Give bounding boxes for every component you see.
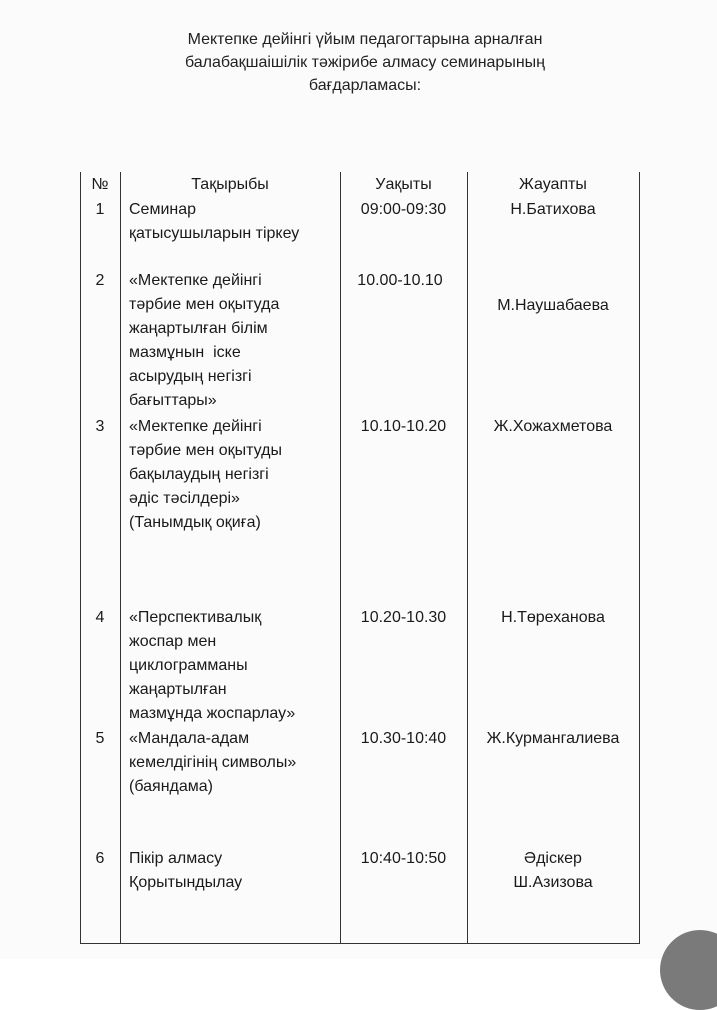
row-3-topic-line: әдіс тәсілдері» (129, 490, 240, 507)
row-4-topic-line: мазмұнда жоспарлау» (129, 705, 296, 722)
row-5-topic-line: (баяндама) (129, 778, 213, 795)
row-6-responsible (467, 847, 639, 895)
row-1-num: 1 (95, 201, 105, 218)
row-3-topic-line: тәрбие мен оқытуды (129, 442, 282, 459)
title-line-1: Мектепке дейінгі үйым педагогтарына арналған (187, 31, 543, 48)
row-4-responsible-line: Н.Төреханова (501, 609, 605, 626)
row-4-topic-line: жаңартылған (129, 681, 227, 698)
row-5-topic-line: «Мандала-адам (129, 730, 250, 747)
row-3-topic-line: бақылаудың негізгі (129, 466, 269, 483)
row-6-num: 6 (95, 850, 105, 867)
title-line-2: балабақшаішілік тәжірибе алмасу семинарының (184, 54, 545, 71)
row-3-time: 10.10-10.20 (360, 418, 447, 435)
table-divider-num (120, 172, 121, 944)
row-6-topic-line: Қорытындылау (129, 874, 243, 891)
row-2-topic-line: бағыттары» (129, 392, 217, 409)
header-num: № (91, 176, 109, 193)
row-2-topic-line: асырудың негізгі (129, 368, 252, 385)
header-responsible: Жауапты (519, 176, 587, 193)
row-1-time: 09:00-09:30 (360, 201, 447, 218)
row-5-responsible (467, 727, 639, 751)
row-3-responsible-line: Ж.Хожахметова (493, 418, 613, 435)
row-2-topic (129, 269, 279, 413)
row-3-topic-line: «Мектепке дейінгі (129, 418, 262, 435)
row-3-topic (129, 415, 282, 535)
row-1-topic-line: Семинар (129, 201, 197, 218)
table-border-right (639, 172, 640, 944)
row-4-responsible (467, 606, 639, 630)
row-4-time: 10.20-10.30 (360, 609, 447, 626)
row-1-responsible-line: Н.Батихова (510, 201, 596, 218)
row-2-time: 10.00-10.10 (357, 272, 443, 289)
row-5-num: 5 (95, 730, 105, 747)
row-5-topic-line: кемелдігінің символы» (129, 754, 297, 771)
row-4-topic (129, 606, 295, 726)
row-5-time: 10.30-10:40 (360, 730, 447, 747)
row-4-topic-line: жоспар мен (129, 633, 217, 650)
row-6-topic-line: Пікір алмасу (129, 850, 223, 867)
row-4-num: 4 (95, 609, 105, 626)
row-2-responsible (467, 294, 639, 318)
row-2-topic-line: жаңартылған білім (129, 320, 268, 337)
row-4-topic-line: «Перспективалық (129, 609, 262, 626)
row-6-responsible-line: Әдіскер (524, 850, 582, 867)
row-2-topic-line: тәрбие мен оқытуда (129, 296, 280, 313)
row-1-topic (129, 198, 299, 246)
row-4-topic-line: циклограмманы (129, 657, 248, 674)
document-title (100, 28, 630, 97)
row-1-topic-line: қатысушыларын тіркеу (129, 225, 300, 242)
row-6-responsible-line: Ш.Азизова (513, 874, 593, 891)
header-topic: Тақырыбы (191, 176, 269, 193)
row-2-topic-line: мазмұнын іске (129, 344, 241, 361)
title-line-3: бағдарламасы: (308, 77, 422, 94)
row-6-topic (129, 847, 242, 895)
row-3-num: 3 (95, 418, 105, 435)
table-border-bottom (80, 943, 640, 944)
row-1-responsible (467, 198, 639, 222)
header-time: Уақыты (375, 176, 432, 193)
row-5-topic (129, 727, 296, 799)
row-5-responsible-line: Ж.Курмангалиева (486, 730, 620, 747)
row-2-topic-line: «Мектепке дейінгі (129, 272, 262, 289)
corner-shadow-shape (660, 930, 717, 1010)
row-3-responsible (467, 415, 639, 439)
row-2-num: 2 (95, 272, 105, 289)
row-2-responsible-line: М.Наушабаева (497, 297, 609, 314)
row-3-topic-line: (Танымдық оқиға) (129, 514, 261, 531)
table-divider-time (467, 172, 468, 944)
row-6-time: 10:40-10:50 (360, 850, 447, 867)
